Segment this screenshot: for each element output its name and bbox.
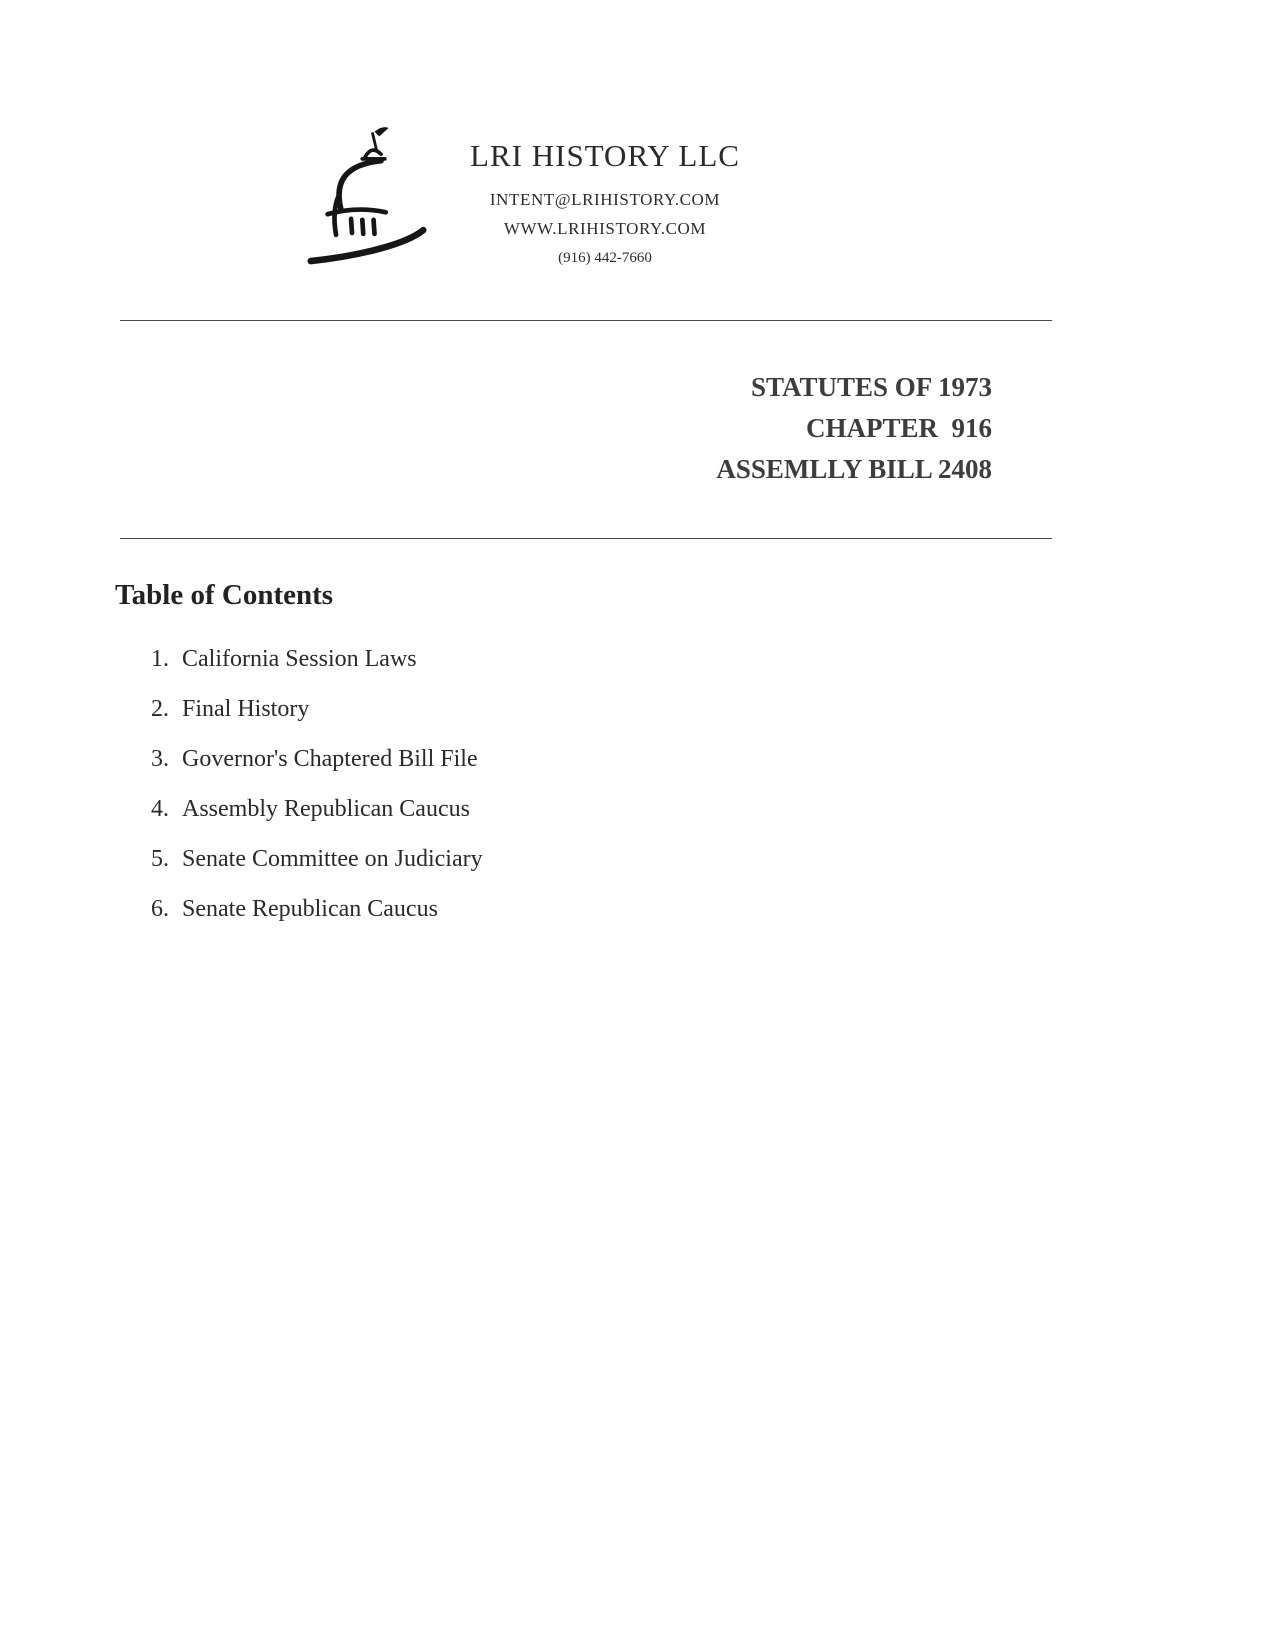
toc-item-number: 4. — [151, 796, 169, 823]
capitol-dome-logo — [292, 122, 442, 282]
toc-item-number: 6. — [151, 896, 169, 923]
contact-phone: (916) 442-7660 — [558, 250, 652, 266]
toc-list — [143, 646, 1276, 923]
letterhead — [0, 0, 1276, 282]
contact-website: WWW.LRIHISTORY.COM — [503, 219, 707, 238]
statute-title-block — [0, 367, 1276, 490]
toc-item-label: Senate Committee on Judiciary — [182, 846, 483, 873]
toc-item-label: Governor's Chaptered Bill File — [182, 746, 478, 773]
toc-item — [143, 696, 1276, 723]
assembly-bill-line: ASSEMLLY BILL 2408 — [716, 454, 992, 485]
toc-item-number: 3. — [151, 746, 169, 773]
toc-item — [143, 846, 1276, 873]
statutes-year-line: STATUTES OF 1973 — [750, 372, 992, 402]
toc-item-number: 2. — [151, 696, 169, 723]
toc-item-label: Assembly Republican Caucus — [182, 796, 470, 823]
toc-item-label: Senate Republican Caucus — [182, 896, 438, 923]
company-name: LRI HISTORY LLC — [470, 138, 740, 173]
contact-email: INTENT@LRIHISTORY.COM — [489, 190, 721, 209]
toc-item — [143, 896, 1276, 923]
top-divider — [120, 320, 1052, 321]
toc-item — [143, 796, 1276, 823]
chapter-line: CHAPTER 916 — [805, 413, 992, 444]
toc-item-label: California Session Laws — [182, 646, 417, 673]
toc-heading: Table of Contents — [115, 579, 334, 612]
bottom-divider — [120, 538, 1052, 539]
letterhead-text — [470, 122, 740, 267]
toc-item — [143, 646, 1276, 673]
toc-item-number: 5. — [151, 846, 169, 873]
toc-item-number: 1. — [151, 646, 169, 673]
toc-item-label: Final History — [182, 696, 310, 723]
toc-item — [143, 746, 1276, 773]
